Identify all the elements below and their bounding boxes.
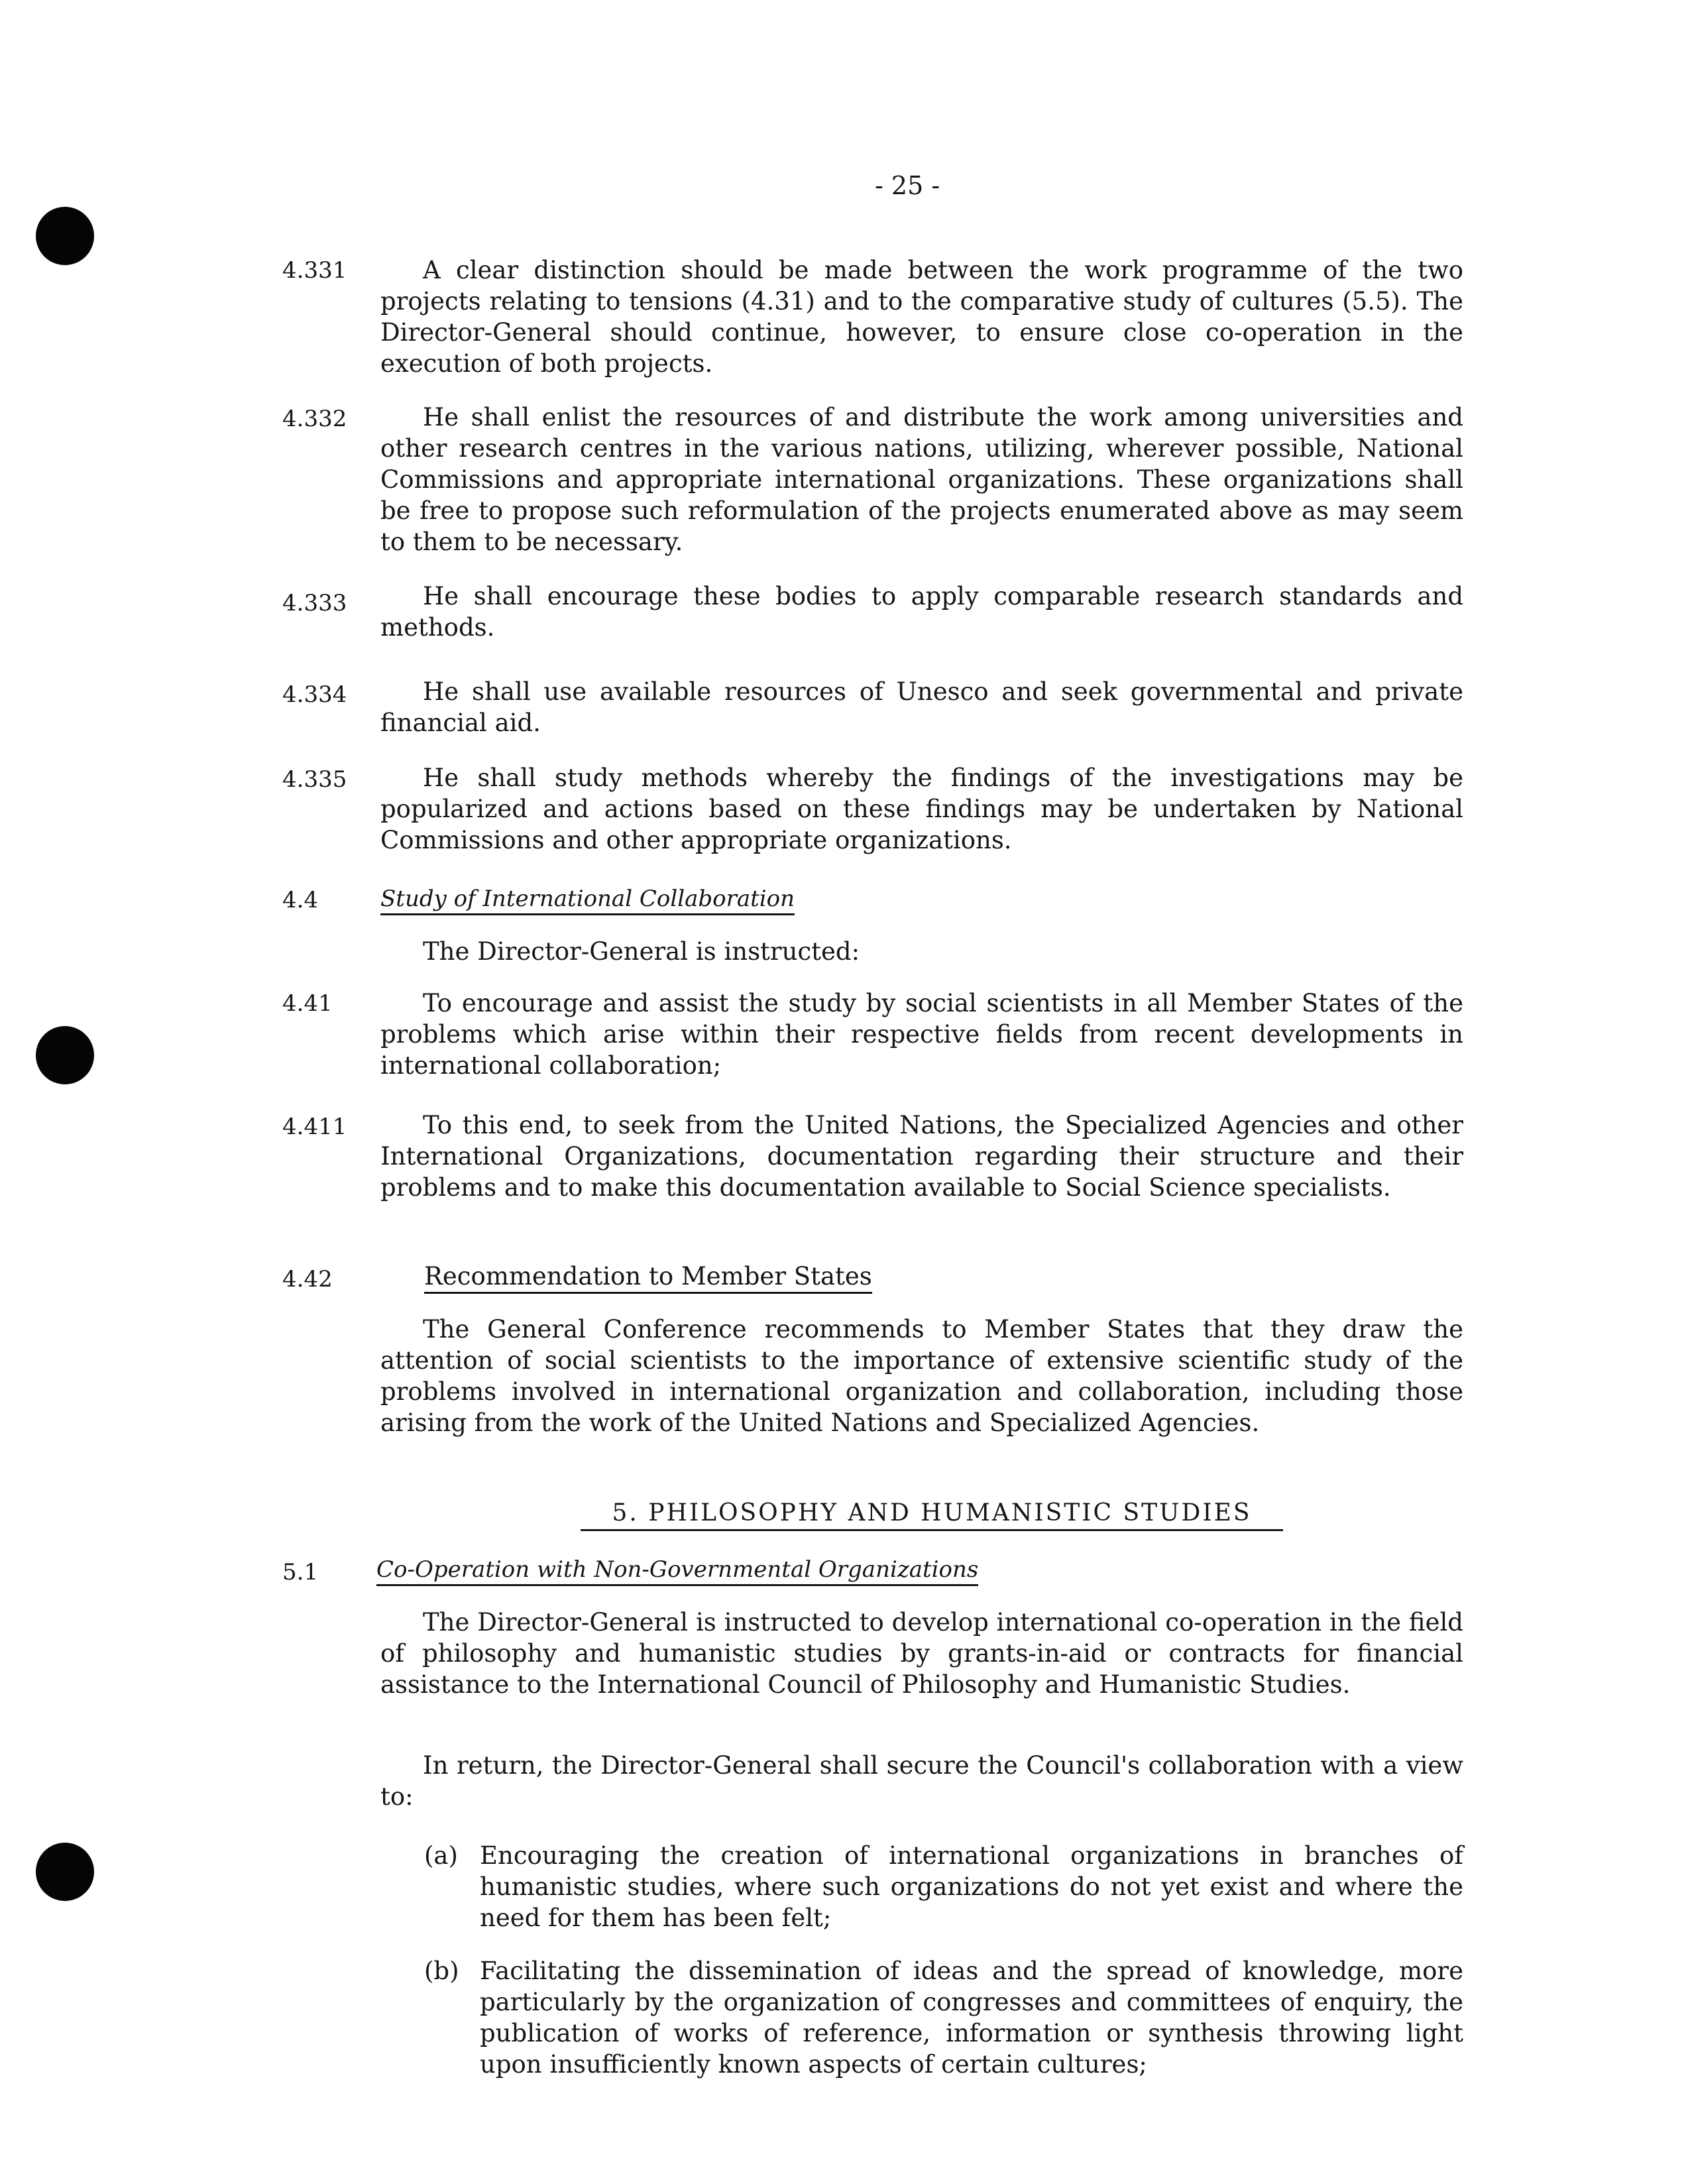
paragraph-4-331: A clear distinction should be made between the work programme of the two projects relating to tensions (4.31) and to the comparative study of cultures (5.5). The Director-General should continue, however, to ensure close co-operation in the execution of both projects. [380,256,1463,378]
list-item-text: Facilitating the dissemination of ideas and the spread of knowledge, more particularly by the organization of congresses and committees of enquiry, the publication of works of reference, information or synthesis throwing light upon insufficiently known aspects of certain cultures; [480,1957,1463,2079]
list-item-text: Encouraging the creation of international organizations in branches of humanistic studies, where such organizations do not yet exist and where the need for them has been felt; [480,1841,1463,1932]
heading-co-operation-ngo: Co-Operation with Non-Governmental Organizations [376,1556,978,1586]
list-item-b [424,1955,1463,2080]
punch-hole-top [36,207,94,265]
paragraph-4-41: To encourage and assist the study by social scientists in all Member States of the problems which arise within their respective fields from recent developments in international collaboration; [380,989,1463,1080]
heading-study-international-collaboration: Study of International Collaboration [380,886,795,915]
paragraph-number: 4.333 [282,590,347,616]
paragraph-4-333: He shall encourage these bodies to apply comparable research standards and methods. [380,582,1463,642]
list-item-a [424,1840,1463,1933]
paragraph-number: 4.411 [282,1114,347,1140]
paragraph-number: 4.334 [282,681,347,708]
section-5-title: 5. PHILOSOPHY AND HUMANISTIC STUDIES [581,1499,1283,1531]
paragraph-4-332: He shall enlist the resources of and distribute the work among universities and other research centres in the various nations, utilizing, wherever possible, National Commissions and appropriate international organizations. These organizations shall be free to propose such reformulation of the projects enumerated above as may seem to them to be necessary. [380,403,1463,556]
paragraph-4-335: He shall study methods whereby the findings of the investigations may be popularized and actions based on these findings may be undertaken by National Commissions and other appropriate organizations. [380,764,1463,854]
paragraph-5-1-a: The Director-General is instructed to develop international co-operation in the field of philosophy and humanistic studies by grants-in-aid or contracts for financial assistance to the International Council of Philosophy and Humanistic Studies. [380,1608,1463,1699]
paragraph-4-42: The General Conference recommends to Member States that they draw the attention of social scientists to the importance of extensive scientific study of the problems involved in international organization and collaboration, including those arising from the work of the United Nations and Specialized Agencies. [380,1315,1463,1437]
paragraph-4-334: He shall use available resources of Unesco and seek governmental and private financial aid. [380,677,1463,737]
section-number: 4.4 [282,887,319,913]
page-number: - 25 - [875,171,940,200]
paragraph-number: 4.332 [282,406,347,432]
paragraph-4-4-intro: The Director-General is instructed: [423,937,860,966]
section-number: 4.42 [282,1266,333,1293]
heading-recommendation-member-states: Recommendation to Member States [424,1262,872,1294]
paragraph-number: 4.335 [282,766,347,793]
list-item-label: (a) [424,1841,458,1870]
paragraph-number: 4.331 [282,257,347,284]
paragraph-number: 4.41 [282,990,333,1017]
punch-hole-middle [36,1026,94,1084]
paragraph-5-1-b: In return, the Director-General shall secure the Council's collaboration with a view to: [380,1751,1463,1811]
paragraph-4-411: To this end, to seek from the United Nations, the Specialized Agencies and other International Organizations, documentation regarding their structure and their problems and to make this documentation available to Social Science specialists. [380,1111,1463,1202]
list-item-label: (b) [424,1957,459,1985]
section-number: 5.1 [282,1559,319,1585]
punch-hole-bottom [36,1843,94,1901]
